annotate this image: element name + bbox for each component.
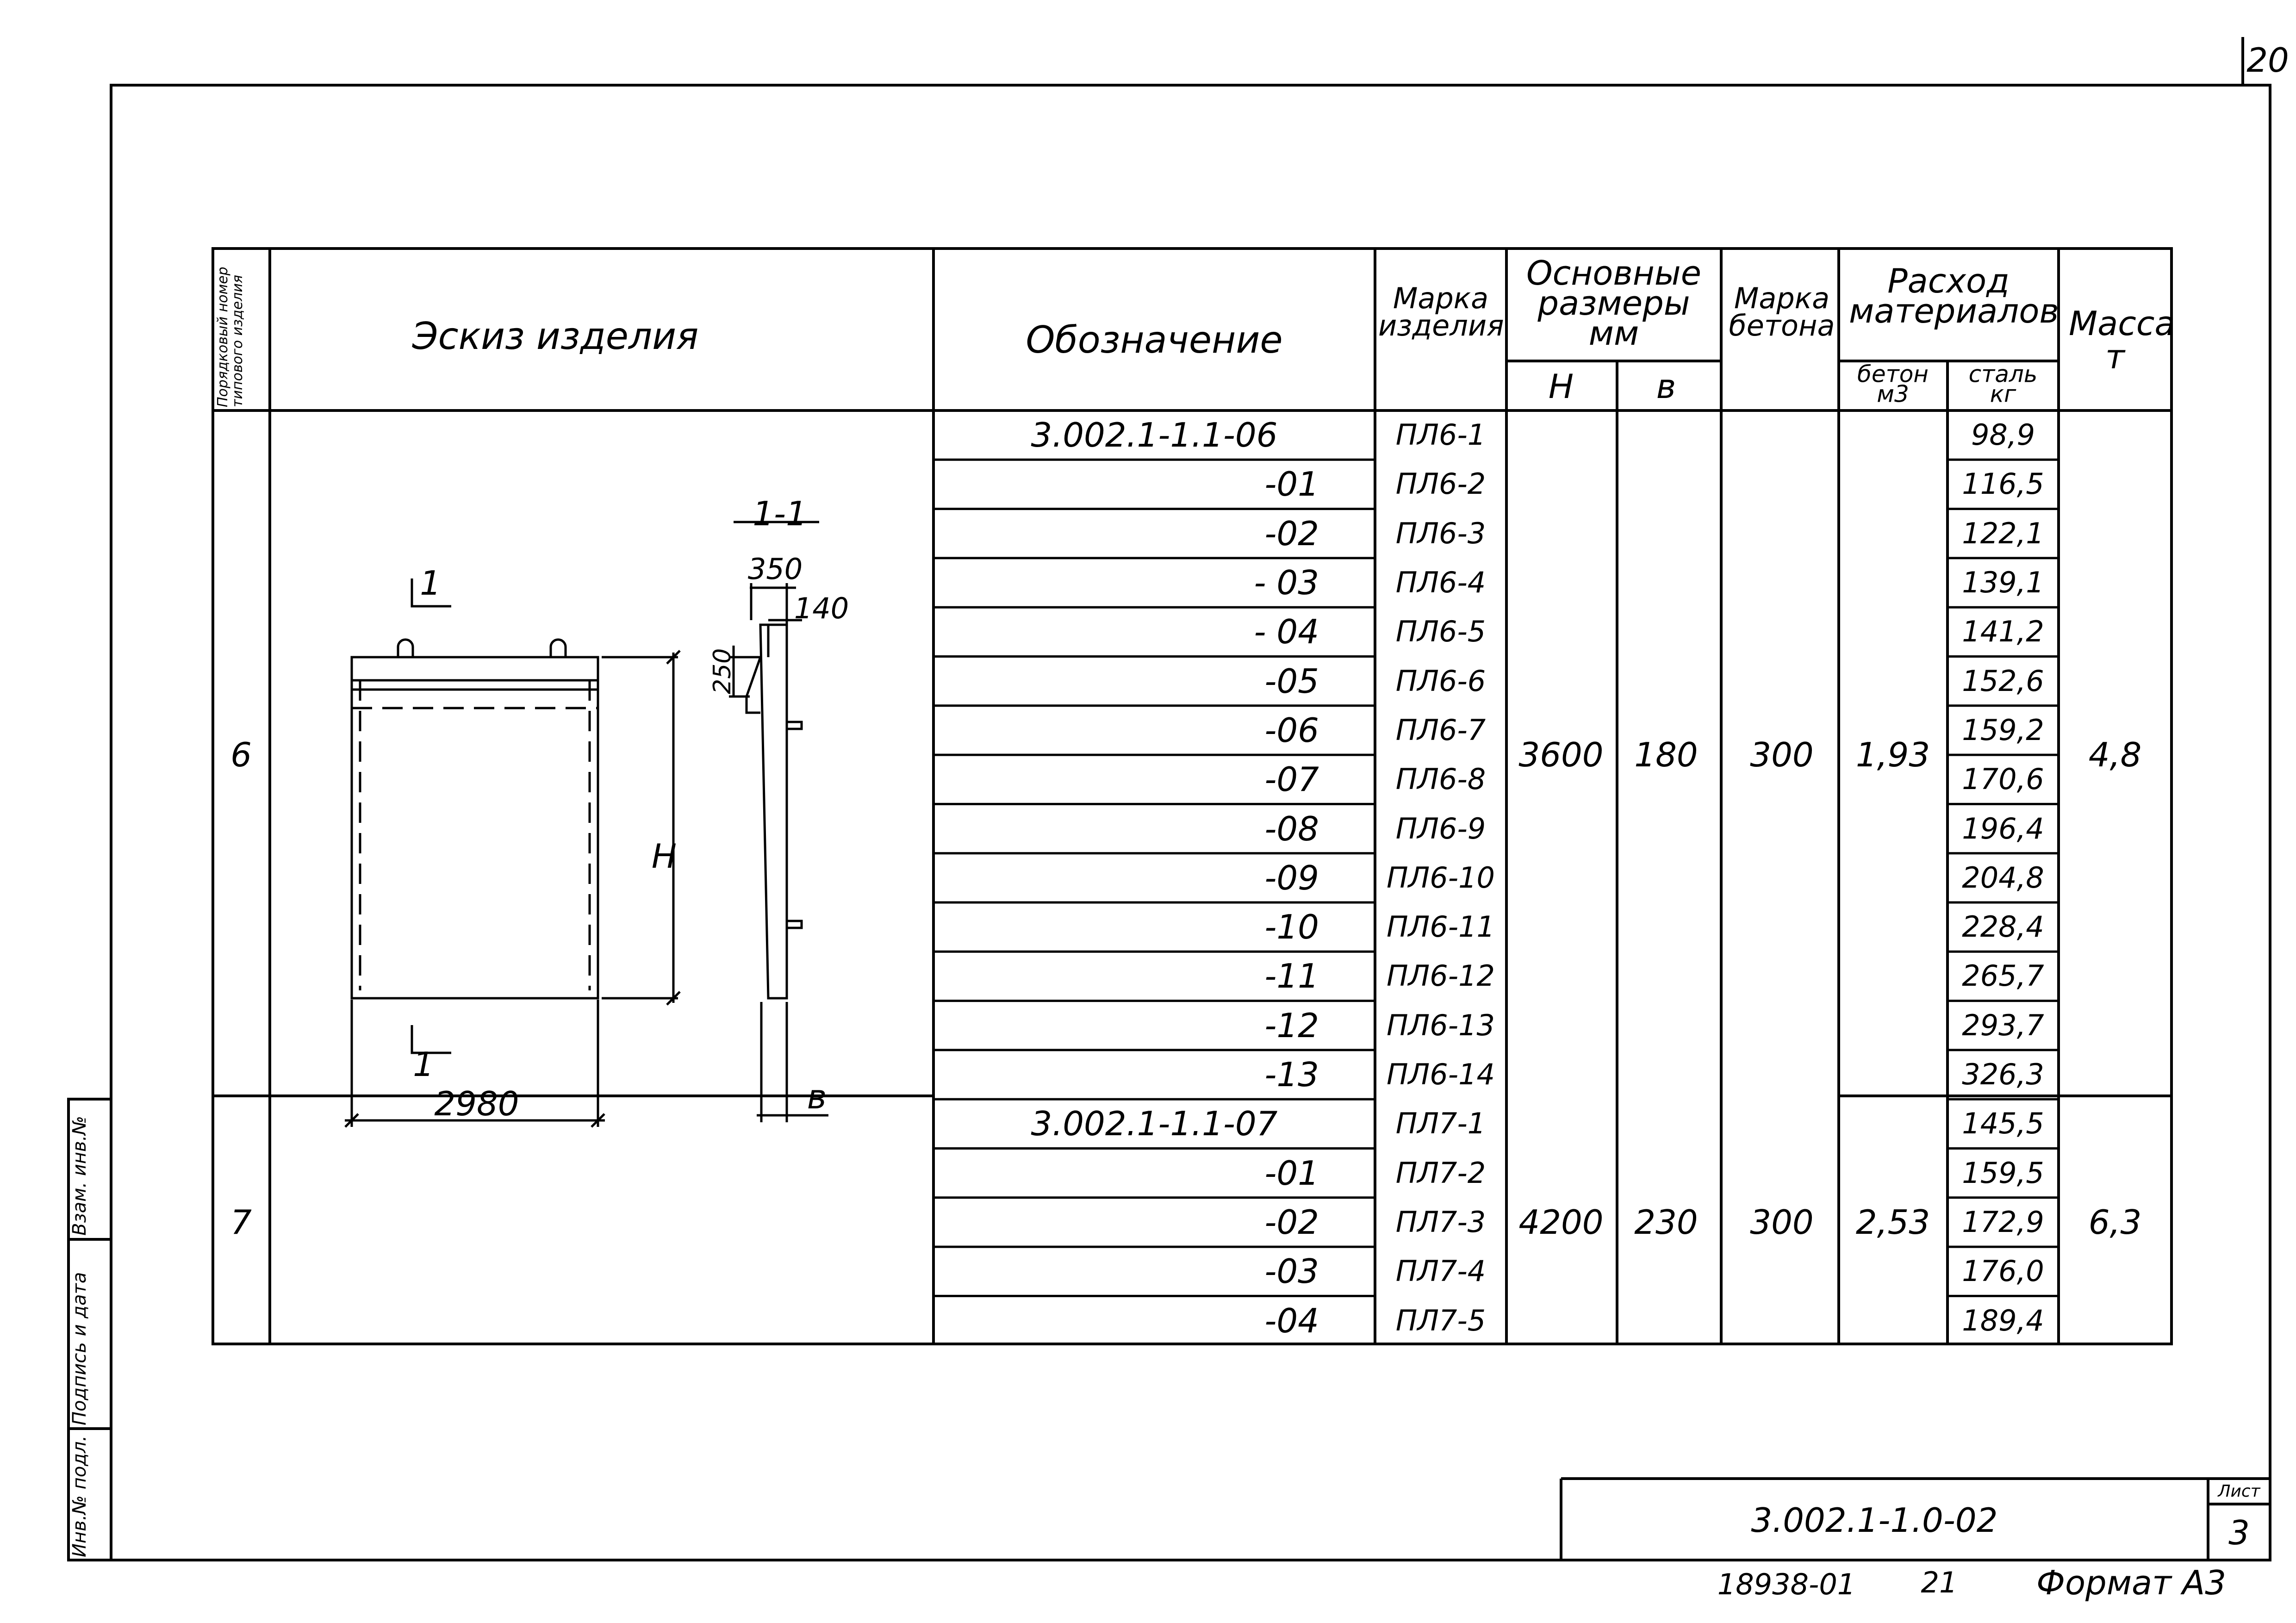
steel-cell: 196,4	[1962, 811, 2044, 846]
header-mass: Масса т	[2069, 304, 2175, 376]
side-stamp-inv-no: Инв.№ подл.	[69, 1435, 90, 1557]
header-type-no: Порядковый номер типового изделия	[215, 267, 246, 407]
side-stamp-signature: Подпись и дата	[69, 1272, 90, 1425]
steel-cell: 189,4	[1962, 1303, 2044, 1337]
designation-cell: -10	[1264, 908, 1319, 947]
designation-cell: -13	[1264, 1055, 1319, 1094]
designation-cell: -01	[1264, 465, 1319, 504]
designation-cell: -08	[1264, 809, 1319, 848]
steel-cell: 116,5	[1962, 467, 2044, 501]
mark-cell: ПЛ6-6	[1395, 664, 1486, 698]
group-number-cell: 6	[230, 735, 252, 775]
mark-cell: ПЛ7-5	[1395, 1303, 1486, 1337]
steel-cell: 228,4	[1962, 910, 2044, 944]
steel-cell: 152,6	[1962, 664, 2044, 698]
main-table-grid	[213, 249, 2175, 1344]
mark-cell: ПЛ7-3	[1395, 1205, 1486, 1239]
steel-cell: 98,9	[1971, 418, 2035, 452]
section-label: 1-1	[753, 494, 807, 533]
designation-cell: -02	[1264, 514, 1319, 553]
dim-350-label: 350	[747, 552, 803, 586]
dim-b-label: в	[807, 1077, 827, 1116]
footer-page: 21	[1921, 1566, 1958, 1599]
steel-cell: 139,1	[1962, 566, 2044, 600]
header-mat-steel: сталь кг	[1968, 361, 2038, 407]
footer-number: 18938-01	[1717, 1567, 1856, 1601]
header-mat-concrete: бетон м3	[1857, 361, 1929, 407]
sheet-number: 3	[2228, 1513, 2250, 1552]
footer-format: Формат А3	[2036, 1563, 2227, 1602]
steel-cell: 293,7	[1962, 1008, 2044, 1042]
header-concrete-grade: Марка бетона	[1729, 281, 1835, 342]
mark-cell: ПЛ6-14	[1387, 1057, 1495, 1092]
dim-h-cell: 3600	[1518, 735, 1604, 775]
designation-cell: -05	[1264, 661, 1319, 701]
mark-cell: ПЛ6-2	[1395, 467, 1486, 501]
steel-cell: 176,0	[1962, 1254, 2044, 1288]
mark-cell: ПЛ6-3	[1395, 516, 1486, 550]
steel-cell: 172,9	[1962, 1205, 2044, 1239]
designation-cell: - 03	[1254, 563, 1319, 603]
header-mark: Марка изделия	[1378, 281, 1504, 342]
dim-140-label: 140	[794, 591, 849, 625]
dim-250-label: 250	[709, 648, 736, 694]
document-code: 3.002.1-1.0-02	[1751, 1501, 1998, 1540]
mark-cell: ПЛ6-13	[1387, 1008, 1495, 1042]
header-materials: Расход материалов	[1849, 261, 2059, 330]
mark-cell: ПЛ6-7	[1395, 713, 1486, 747]
mass-cell: 6,3	[2088, 1202, 2142, 1242]
header-designation: Обозначение	[1026, 318, 1283, 361]
side-stamp-replace: Взам. инв.№	[69, 1116, 90, 1236]
designation-cell: -07	[1264, 760, 1319, 799]
mark-cell: ПЛ6-4	[1395, 566, 1486, 600]
designation-cell: -01	[1264, 1153, 1319, 1193]
steel-cell: 159,5	[1962, 1156, 2044, 1190]
dim-height-label: Н	[651, 837, 677, 876]
mark-cell: ПЛ6-11	[1387, 910, 1495, 944]
mark-cell: ПЛ7-2	[1395, 1156, 1486, 1190]
designation-cell: 3.002.1-1.1-06	[1031, 416, 1278, 455]
header-dims: Основные размеры мм	[1526, 253, 1702, 353]
mass-cell: 4,8	[2088, 735, 2142, 775]
designation-cell: -06	[1264, 710, 1319, 750]
steel-cell: 326,3	[1962, 1057, 2044, 1092]
designation-cell: -03	[1264, 1252, 1319, 1291]
cut-mark-bottom-label: 1	[413, 1045, 434, 1084]
steel-cell: 159,2	[1962, 713, 2044, 747]
steel-cell: 145,5	[1962, 1107, 2044, 1141]
steel-cell: 170,6	[1962, 762, 2044, 796]
dim-width-label: 2980	[434, 1084, 519, 1123]
sheet-label: Лист	[2218, 1482, 2260, 1501]
lifting-loop-right	[551, 640, 566, 657]
steel-cell: 141,2	[1962, 615, 2044, 649]
group-number-cell: 7	[230, 1202, 252, 1242]
designation-cell: -11	[1264, 957, 1319, 996]
designation-cell: -09	[1264, 858, 1319, 897]
product-sketch	[345, 522, 828, 1127]
section-1-1-outline	[760, 625, 787, 998]
dim-b-cell: 180	[1634, 735, 1698, 775]
designation-cell: - 04	[1254, 612, 1319, 652]
page-number: 20	[2246, 41, 2289, 80]
steel-cell: 204,8	[1962, 860, 2044, 895]
concrete-volume-cell: 1,93	[1855, 735, 1930, 775]
mark-cell: ПЛ7-1	[1395, 1107, 1486, 1141]
concrete-grade-cell: 300	[1750, 1202, 1814, 1242]
concrete-grade-cell: 300	[1750, 735, 1814, 775]
designation-cell: -02	[1264, 1202, 1319, 1242]
steel-cell: 265,7	[1962, 959, 2044, 993]
mark-cell: ПЛ6-9	[1395, 811, 1486, 846]
header-dim-b: в	[1656, 367, 1676, 406]
mark-cell: ПЛ6-1	[1395, 418, 1486, 452]
designation-cell: -12	[1264, 1006, 1319, 1045]
mark-cell: ПЛ6-5	[1395, 615, 1486, 649]
cut-mark-top-label: 1	[420, 564, 441, 603]
mark-cell: ПЛ6-12	[1387, 959, 1495, 993]
concrete-volume-cell: 2,53	[1855, 1202, 1930, 1242]
dim-h-cell: 4200	[1518, 1202, 1604, 1242]
designation-cell: 3.002.1-1.1-07	[1031, 1104, 1278, 1144]
lifting-loop-left	[398, 640, 413, 657]
steel-cell: 122,1	[1962, 516, 2044, 550]
mark-cell: ПЛ6-8	[1395, 762, 1486, 796]
header-sketch: Эскиз изделия	[412, 315, 699, 358]
mark-cell: ПЛ6-10	[1387, 860, 1495, 895]
header-dim-h: Н	[1548, 367, 1574, 406]
mark-cell: ПЛ7-4	[1395, 1254, 1486, 1288]
designation-cell: -04	[1264, 1301, 1319, 1340]
dim-b-cell: 230	[1634, 1202, 1698, 1242]
